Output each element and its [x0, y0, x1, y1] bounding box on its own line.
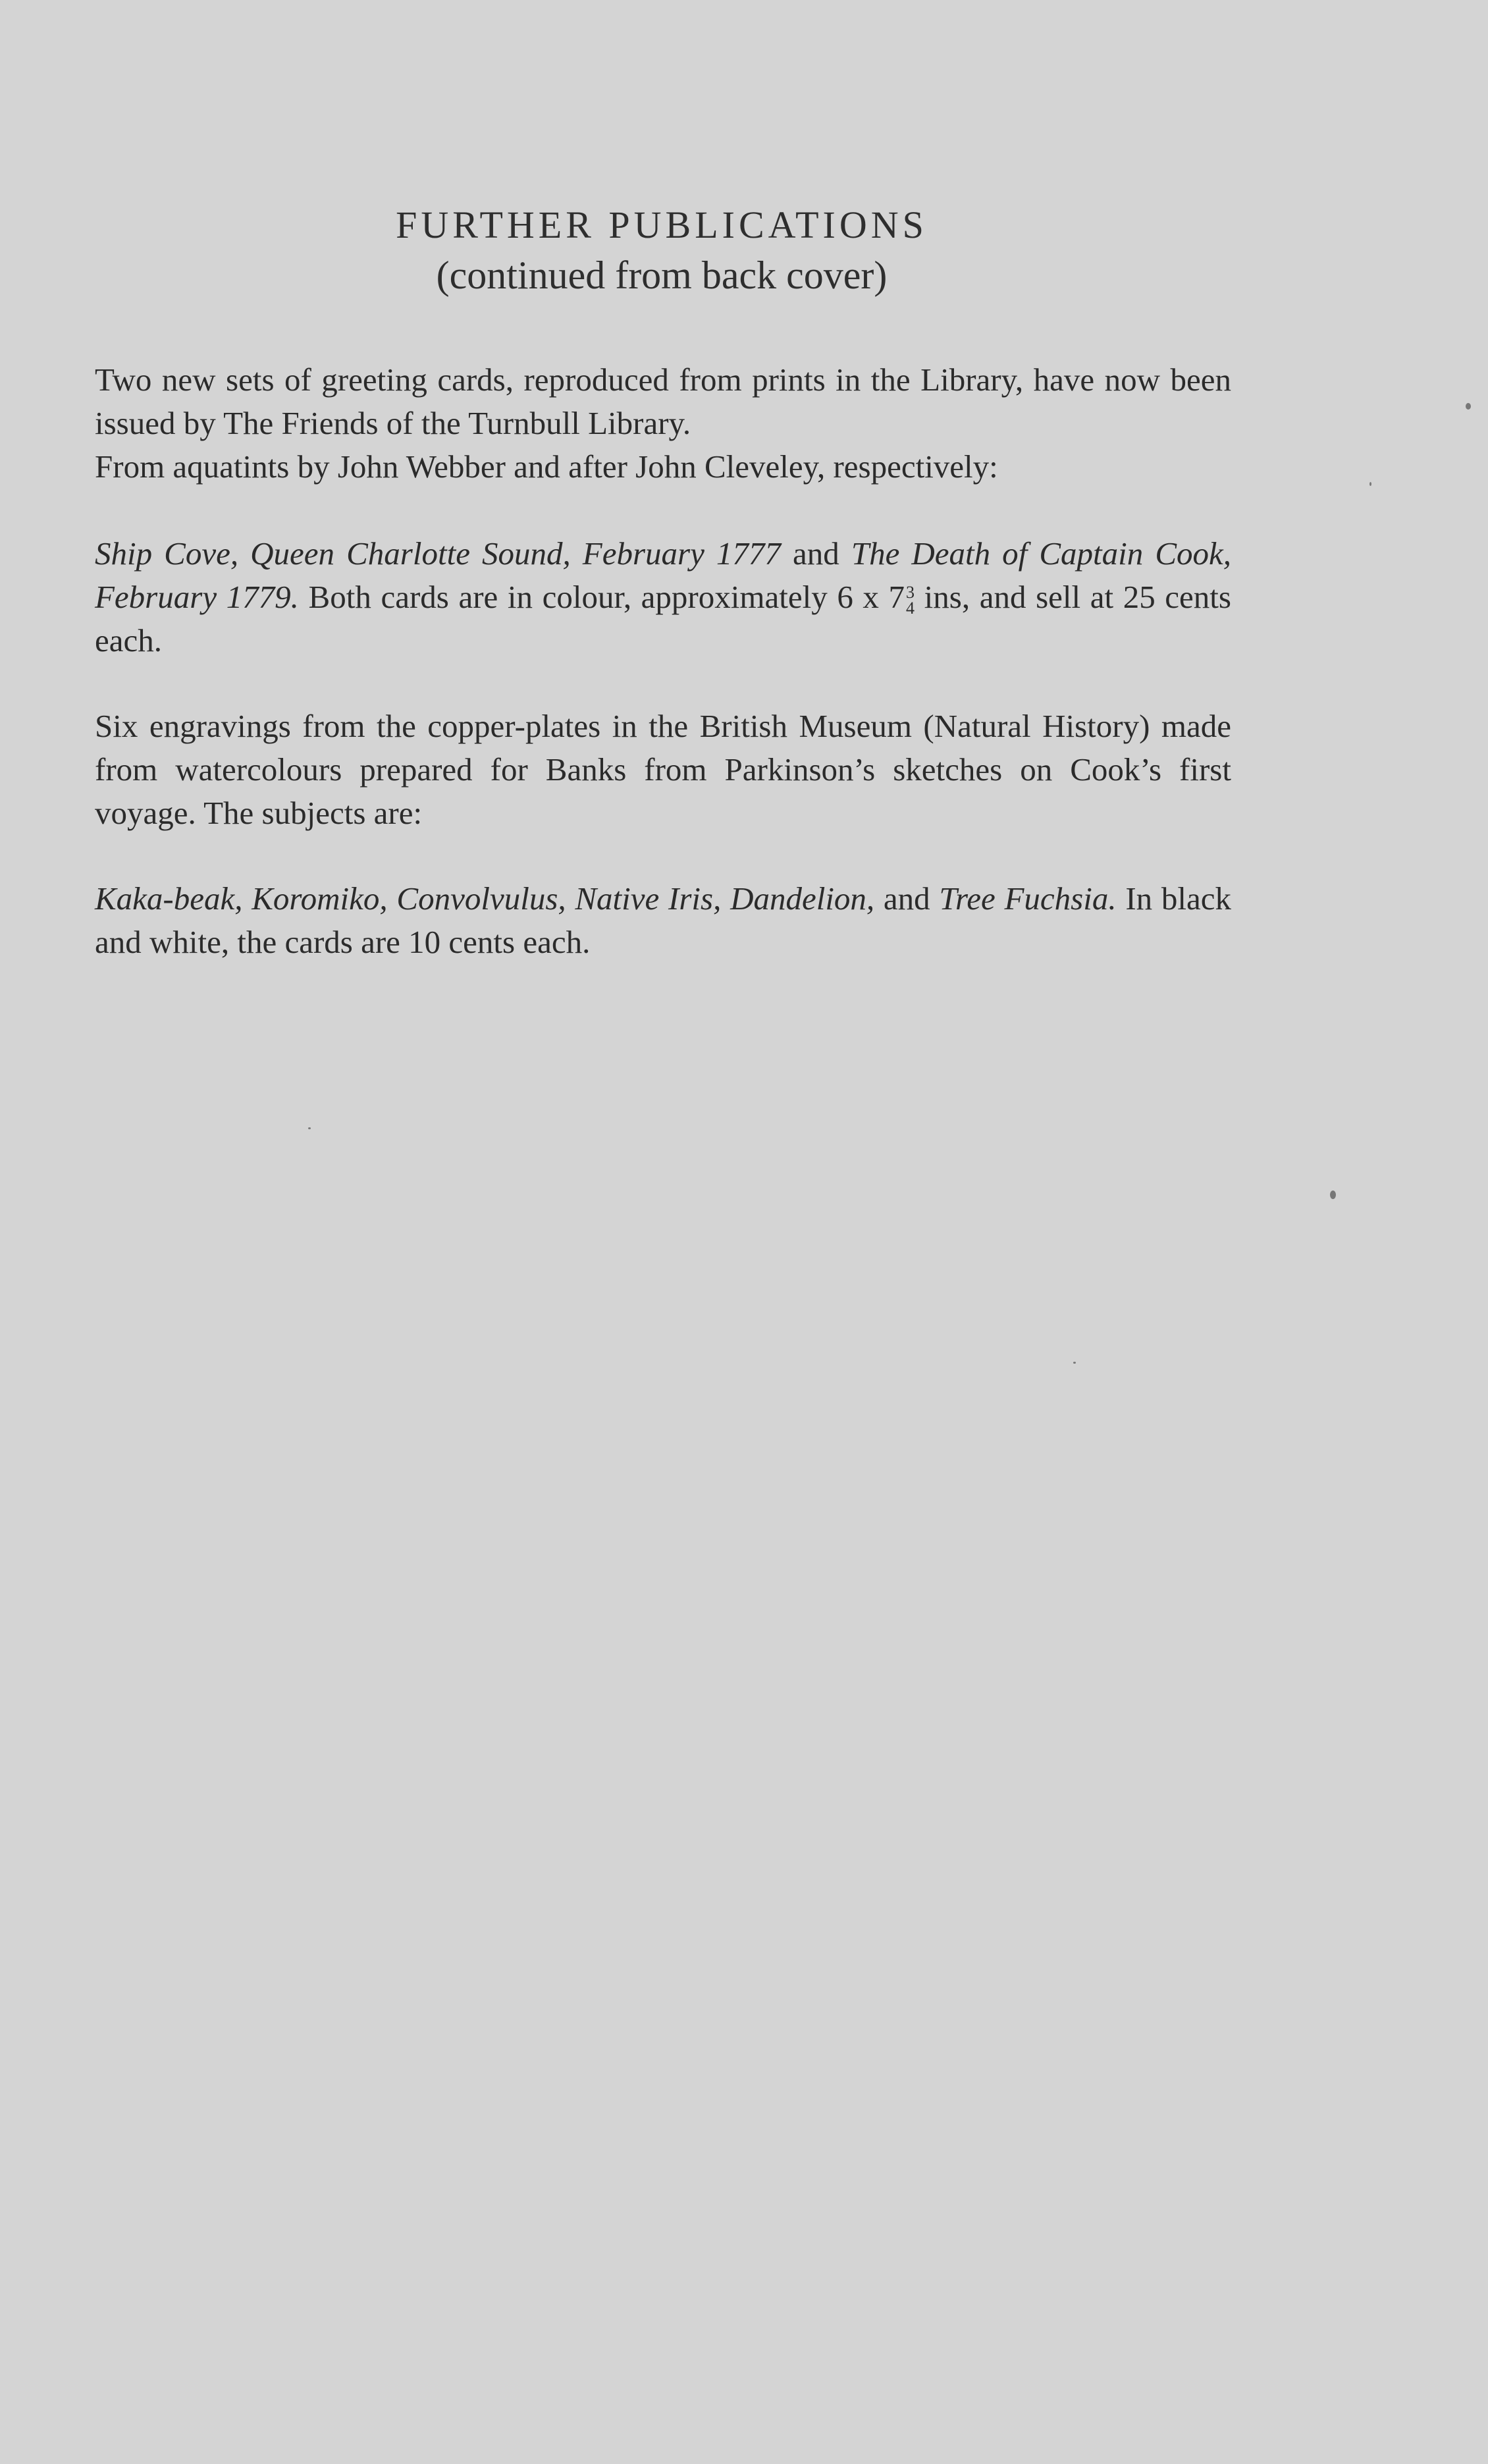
- fraction-numerator: 3: [906, 582, 915, 602]
- card-title-ship-cove: Ship Cove, Queen Charlotte Sound, February 1777: [95, 535, 781, 572]
- paper-speck: [1369, 482, 1371, 486]
- subject-title-tree-fuchsia: Tree Fuchsia.: [939, 880, 1117, 917]
- paper-speck: [308, 1127, 311, 1129]
- colour-cards-paragraph: [95, 532, 1231, 662]
- engravings-text: Six engravings from the copper-plates in the British Museum (Natural History) made from watercolours prepared for Banks from Parkinson’s sketches on Cook’s first voyage. The subjects are:: [95, 708, 1231, 831]
- aquatints-line: [95, 445, 1231, 489]
- subject-titles: Kaka-beak, Koromiko, Convolvulus, Native Iris, Dandelion,: [95, 880, 875, 917]
- engravings-paragraph: [95, 705, 1231, 835]
- greeting-cards-intro: [95, 358, 1231, 445]
- size-text: Both cards are in colour, approximately 6 x 7: [298, 579, 905, 615]
- aquatints-sentence: From aquatints by John Webber and after John Cleveley, respectively:: [95, 448, 998, 485]
- intro-sentence: Two new sets of greeting cards, reproduced from prints in the Library, have now been issued by The Friends of the Turnbull Library.: [95, 362, 1231, 441]
- body-text: [95, 358, 1231, 964]
- bw-price-text: In black and white, the cards are 10 cents each.: [95, 880, 1231, 960]
- paper-speck: [1466, 403, 1471, 410]
- page-subtitle: (continued from back cover): [436, 254, 888, 297]
- size-fraction: [906, 582, 915, 618]
- conjunction: and: [874, 880, 940, 917]
- card-title-death-of-cook: The Death of Captain Cook, February 1779.: [95, 535, 1231, 615]
- fraction-denominator: 4: [906, 598, 915, 618]
- paper-speck: [1330, 1191, 1336, 1199]
- subjects-paragraph: [95, 877, 1231, 964]
- heading-block: [0, 200, 1323, 300]
- conjunction: and: [780, 535, 851, 572]
- price-text: ins, and sell at 25 cents each.: [95, 579, 1231, 658]
- page-title: FURTHER PUBLICATIONS: [396, 203, 928, 246]
- paper-speck: [1073, 1362, 1076, 1364]
